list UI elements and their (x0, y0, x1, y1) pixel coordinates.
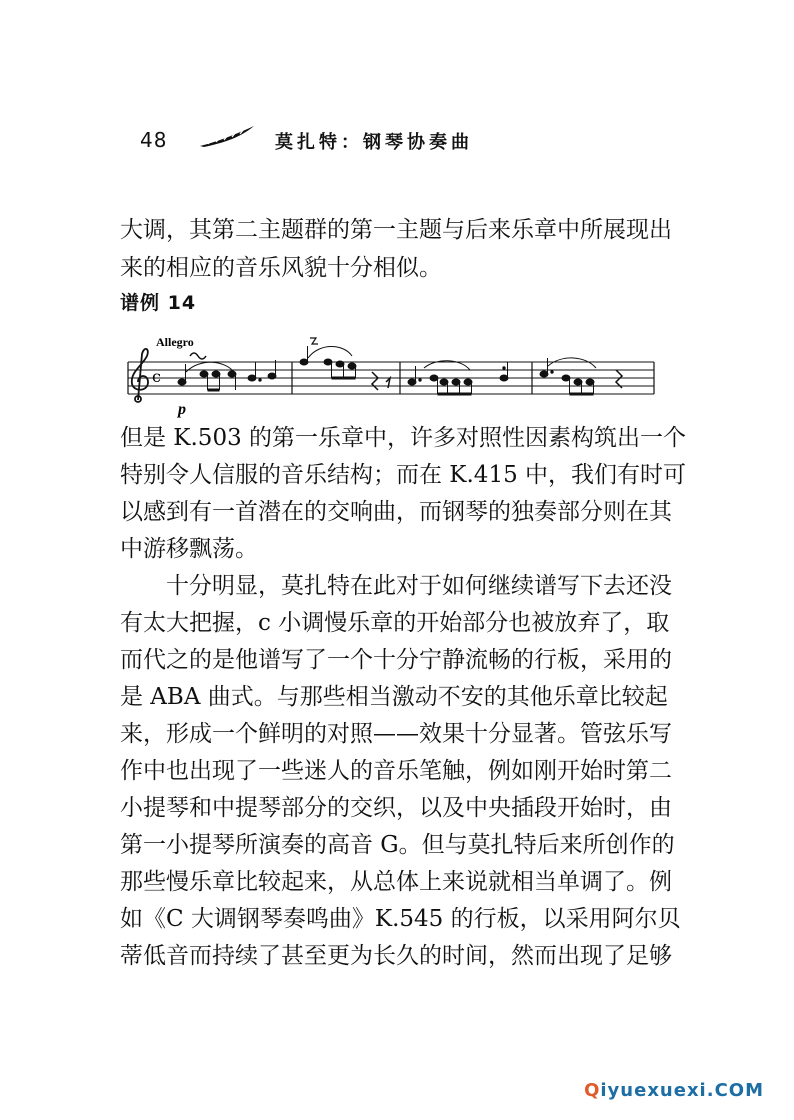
tempo-marking: Allegro (156, 335, 194, 349)
running-title: 莫扎特：钢琴协奏曲 (275, 132, 473, 153)
body-text-line: 十分明显，莫扎特在此对于如何继续谱写下去还没 (166, 573, 672, 599)
measure-1 (178, 353, 276, 390)
measure-2 (300, 338, 390, 390)
music-score (120, 332, 660, 420)
body-text-line: 以感到有一首潜在的交响曲，而钢琴的独奏部分则在其 (120, 499, 672, 525)
measure-4 (540, 358, 622, 394)
body-text-line: 是 ABA 曲式。与那些相当激动不安的其他乐章比较起 (120, 684, 668, 710)
watermark-initial: Q (584, 1080, 601, 1101)
body-text-line: 有太大把握，c 小调慢乐章的开始部分也被放弃了，取 (120, 610, 670, 636)
common-time-icon: c (152, 367, 161, 386)
watermark-text: iyuexuexi.COM (600, 1080, 764, 1101)
page-header (140, 124, 660, 158)
body-text-line: 小提琴和中提琴部分的交织，以及中央插段开始时，由 (120, 795, 672, 821)
page-number: 48 (140, 128, 168, 152)
body-text-line: 如《C 大调钢琴奏鸣曲》K.545 的行板，以采用阿尔贝 (120, 906, 681, 932)
body-text-line: 而代之的是他谱写了一个十分宁静流畅的行板，采用的 (120, 647, 672, 673)
body-text-line: 来，形成一个鲜明的对照——效果十分显著。管弦乐写 (120, 721, 672, 747)
body-text-line: 大调，其第二主题群的第一主题与后来乐章中所展现出 (120, 217, 672, 243)
body-text-line: 中游移飘荡。 (120, 536, 258, 562)
measure-3 (408, 361, 508, 394)
dynamic-marking: p (178, 401, 186, 418)
example-caption: 谱例 14 (120, 292, 197, 314)
body-text-line: 来的相应的音乐风貌十分相似。 (120, 255, 442, 281)
staff-lines (128, 362, 654, 394)
body-text-line: 特别令人信服的音乐结构；而在 K.415 中，我们有时可 (120, 462, 687, 488)
body-text-line: 第一小提琴所演奏的高音 G。但与莫扎特后来所创作的 (120, 832, 675, 858)
site-watermark (584, 1080, 764, 1101)
body-text-line: 作中也出现了一些迷人的音乐笔触，例如刚开始时第二 (120, 758, 672, 784)
body-text-line: 那些慢乐章比较起来，从总体上来说就相当单调了。例 (120, 869, 672, 895)
body-text-line: 但是 K.503 的第一乐章中，许多对照性因素构筑出一个 (120, 425, 687, 451)
quill-ornament-icon (198, 124, 258, 150)
body-text-line: 蒂低音而持续了甚至更为长久的时间，然而出现了足够 (120, 943, 672, 969)
